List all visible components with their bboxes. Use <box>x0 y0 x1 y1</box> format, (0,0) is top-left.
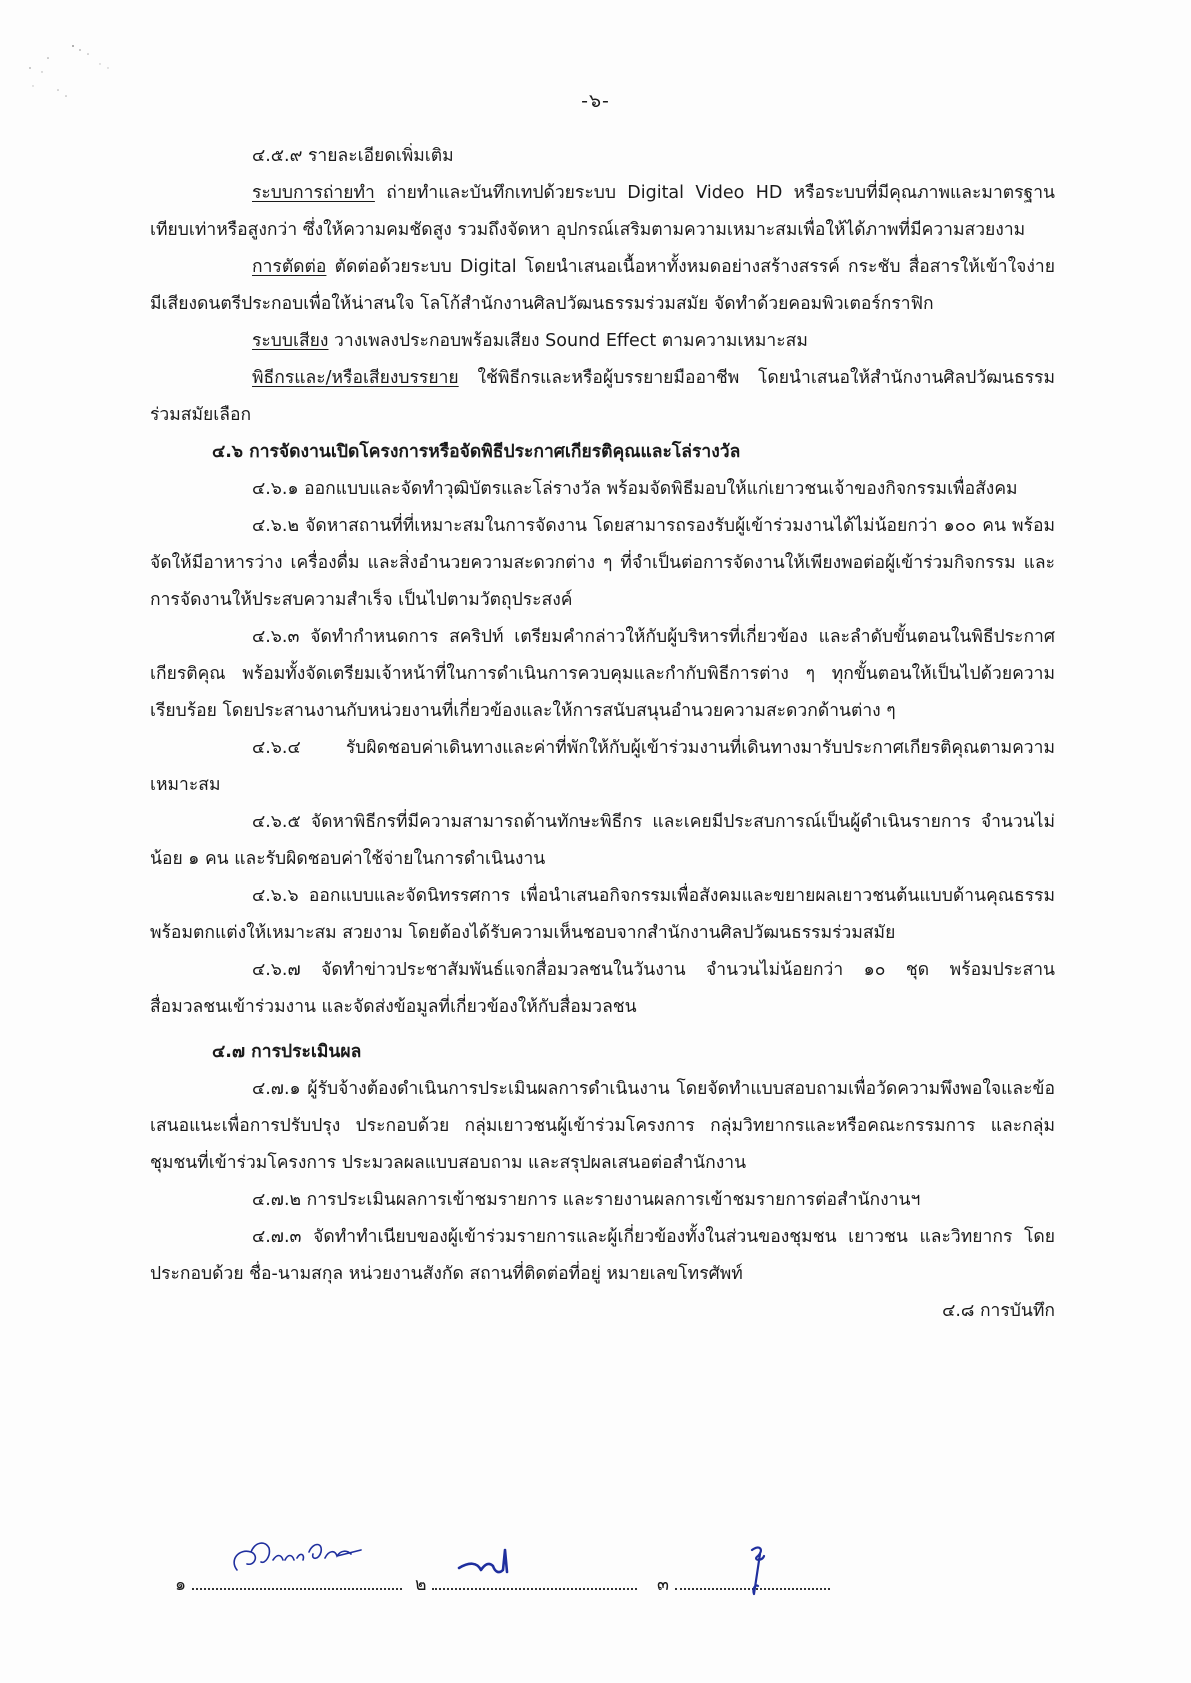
section-heading-4-7: ๔.๗ การประเมินผล <box>212 1042 362 1062</box>
label-sound-system: ระบบเสียง <box>252 331 329 351</box>
signature-row <box>175 1530 995 1620</box>
signature-mark-1 <box>225 1530 365 1580</box>
signature-slot-2 <box>415 1570 637 1597</box>
item-4-7-3: ๔.๗.๓ จัดทำทำเนียบของผู้เข้าร่วมรายการและผู้เกี่ยวข้องทั้งในส่วนของชุมชน เยาวชน และวิทยากร โดยประกอบด้วย ชื่อ-นามสกุล หน่วยงานสังกัด สถานที่ติดต่อที่อยู่ หมายเลขโทรศัพท์ <box>150 1227 1055 1284</box>
item-4-6-7: ๔.๖.๗ จัดทำข่าวประชาสัมพันธ์แจกสื่อมวลชนในวันงาน จำนวนไม่น้อยกว่า ๑๐ ชุด พร้อมประสานสื่อมวลชนเข้าร่วมงาน และจัดส่งข้อมูลที่เกี่ยวข้องให้กับสื่อมวลชน <box>150 960 1055 1017</box>
text-host-narration: ใช้พิธีกรและหรือผู้บรรยายมืออาชีพ โดยนำเสนอให้สำนักงานศิลปวัฒนธรรมร่วมสมัยเลือก <box>150 368 1055 425</box>
paragraph-sound-system <box>150 323 1055 360</box>
section-heading-4-6: ๔.๖ การจัดงานเปิดโครงการหรือจัดพิธีประกาศเกียรติคุณและโล่รางวัล <box>212 442 741 462</box>
paragraph-recording-system <box>150 175 1055 249</box>
document-body <box>150 138 1055 1330</box>
item-4-6-1: ๔.๖.๑ ออกแบบและจัดทำวุฒิบัตรและโล่รางวัล พร้อมจัดพิธีมอบให้แก่เยาวชนเจ้าของกิจกรรมเพื่อสังคม <box>252 479 1018 499</box>
signature-number-3: ๓ <box>657 1575 669 1595</box>
item-4-7-2: ๔.๗.๒ การประเมินผลการเข้าชมรายการ และรายงานผลการเข้าชมรายการต่อสำนักงานฯ <box>252 1190 921 1210</box>
page-number: -๖- <box>581 90 610 112</box>
signature-number-2: ๒ <box>415 1575 427 1595</box>
item-4-6-3: ๔.๖.๓ จัดทำกำหนดการ สคริปท์ เตรียมคำกล่าวให้กับผู้บริหารที่เกี่ยวข้อง และลำดับขั้นตอนในพิธีประกาศเกียรติคุณ พร้อมทั้งจัดเตรียมเจ้าหน้าที่ในการดำเนินการควบคุมและกำกับพิธีการต่าง ๆ ทุกขั้นตอนให้เป็นไปด้วยความเรียบร้อย โดยประสานงานกับหน่วยงานที่เกี่ยวข้องและให้การสนับสนุนอำนวยความสะดวกด้านต่าง ๆ <box>150 627 1055 721</box>
paragraph-editing <box>150 249 1055 323</box>
text-recording-system: ถ่ายทำและบันทึกเทปด้วยระบบ Digital Video HD หรือระบบที่มีคุณภาพและมาตรฐานเทียบเท่าหรือสูงกว่า ซึ่งให้ความคมชัดสูง รวมถึงจัดหา อุปกรณ์เสริมตามความเหมาะสมเพื่อให้ได้ภาพที่มีความสวยงาม <box>150 183 1055 240</box>
item-4-6-6: ๔.๖.๖ ออกแบบและจัดนิทรรศการ เพื่อนำเสนอกิจกรรมเพื่อสังคมและขยายผลเยาวชนต้นแบบด้านคุณธรรม พร้อมตกแต่งให้เหมาะสม สวยงาม โดยต้องได้รับความเห็นชอบจากสำนักงานศิลปวัฒนธรรมร่วมสมัย <box>150 886 1055 943</box>
text-sound-system: วางเพลงประกอบพร้อมเสียง Sound Effect ตามความเหมาะสม <box>328 331 808 351</box>
text-editing: ตัดต่อด้วยระบบ Digital โดยนำเสนอเนื้อหาทั้งหมดอย่างสร้างสรรค์ กระชับ สื่อสารให้เข้าใจง่าย มีเสียงดนตรีประกอบเพื่อให้น่าสนใจ โลโก้สำนักงานศิลปวัฒนธรรมร่วมสมัย จัดทำด้วยคอมพิวเตอร์กราฟิก <box>150 257 1055 314</box>
item-4-7-1: ๔.๗.๑ ผู้รับจ้างต้องดำเนินการประเมินผลการดำเนินงาน โดยจัดทำแบบสอบถามเพื่อวัดความพึงพอใจและข้อเสนอแนะเพื่อการปรับปรุง ประกอบด้วย กลุ่มเยาวชนผู้เข้าร่วมโครงการ กลุ่มวิทยากรและหรือคณะกรรมการ และกลุ่มชุมชนที่เข้าร่วมโครงการ ประมวลผลแบบสอบถาม และสรุปผลเสนอต่อสำนักงาน <box>150 1079 1055 1173</box>
item-4-6-5: ๔.๖.๕ จัดหาพิธีกรที่มีความสามารถด้านทักษะพิธีกร และเคยมีประสบการณ์เป็นผู้ดำเนินรายการ จำนวนไม่น้อย ๑ คน และรับผิดชอบค่าใช้จ่ายในการดำเนินงาน <box>150 812 1055 869</box>
paragraph-host-narration <box>150 360 1055 434</box>
section-gap <box>150 1026 1055 1034</box>
label-host-narration: พิธีกรและ/หรือเสียงบรรยาย <box>252 368 459 388</box>
signature-mark-3 <box>740 1538 780 1598</box>
continuation-marker: ๔.๘ การบันทึก <box>942 1301 1055 1321</box>
label-recording-system: ระบบการถ่ายทำ <box>252 183 375 203</box>
label-editing: การตัดต่อ <box>252 257 327 277</box>
item-4-6-2: ๔.๖.๒ จัดหาสถานที่ที่เหมาะสมในการจัดงาน โดยสามารถรองรับผู้เข้าร่วมงานได้ไม่น้อยกว่า ๑๐๐ คน พร้อมจัดให้มีอาหารว่าง เครื่องดื่ม และสิ่งอำนวยความสะดวกต่าง ๆ ที่จำเป็นต่อการจัดงานให้เพียงพอต่อผู้เข้าร่วมกิจกรรม และการจัดงานให้ประสบความสำเร็จ เป็นไปตามวัตถุประสงค์ <box>150 516 1055 610</box>
section-heading-4-5-9: ๔.๕.๙ รายละเอียดเพิ่มเติม <box>252 146 454 166</box>
signature-mark-2 <box>455 1544 515 1580</box>
signature-number-1: ๑ <box>175 1575 187 1595</box>
item-4-6-4: ๔.๖.๔ รับผิดชอบค่าเดินทางและค่าที่พักให้กับผู้เข้าร่วมงานที่เดินทางมารับประกาศเกียรติคุณตามความเหมาะสม <box>150 738 1055 795</box>
